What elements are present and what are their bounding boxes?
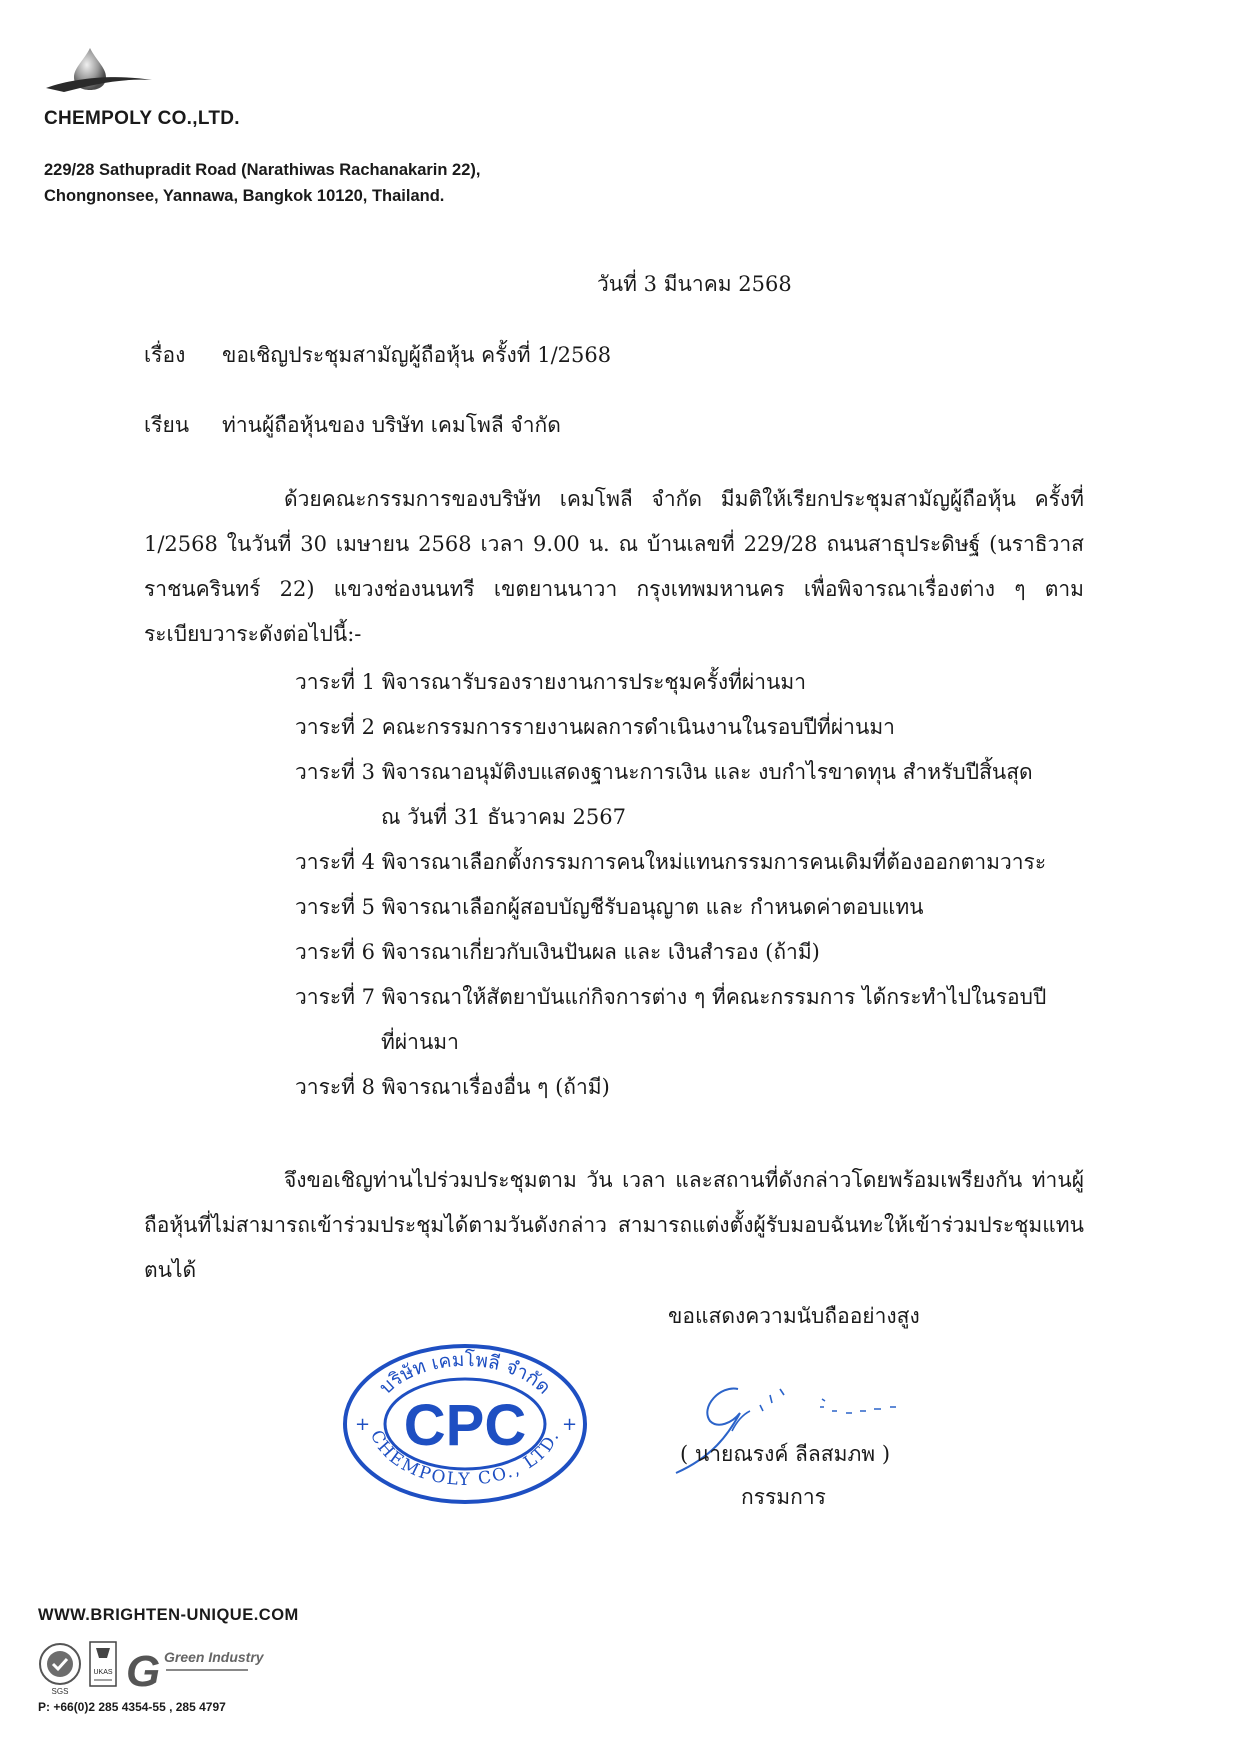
- intro-text: ด้วยคณะกรรมการของบริษัท เคมโพลี จำกัด มีมติให้เรียกประชุมสามัญผู้ถือหุ้น ครั้งที่ 1/2568 ในวันที่ 30 เมษายน 2568 เวลา 9.00 น. ณ บ้านเลขที่ 229/28 ถนนสาธุประดิษฐ์ (นราธิวาสราชนครินทร์ 22) แขวงช่องนนทรี เขตยานนาวา กรุงเทพมหานคร เพื่อพิจารณาเรื่องต่าง ๆ ตามระเบียบวาระดังต่อไปนี้:-: [144, 487, 1084, 646]
- subject-text: ขอเชิญประชุมสามัญผู้ถือหุ้น ครั้งที่ 1/2568: [222, 343, 612, 367]
- salutation-label: เรียน: [144, 413, 190, 437]
- salutation-text: ท่านผู้ถือหุ้นของ บริษัท เคมโพลี จำกัด: [222, 413, 561, 437]
- company-logo: [44, 44, 156, 96]
- agenda-list: [295, 660, 1075, 1110]
- svg-text:UKAS: UKAS: [93, 1669, 113, 1676]
- letter-date: วันที่ 3 มีนาคม 2568: [597, 272, 792, 296]
- address-line-1: 229/28 Sathupradit Road (Narathiwas Rachanakarin 22),: [44, 161, 481, 179]
- agenda-item-continuation: ณ วันที่ 31 ธันวาคม 2567: [381, 805, 626, 829]
- agenda-item: วาระที่ 1 พิจารณารับรองรายงานการประชุมครั้งที่ผ่านมา: [295, 670, 807, 694]
- agenda-item: วาระที่ 6 พิจารณาเกี่ยวกับเงินปันผล และ เงินสำรอง (ถ้ามี): [295, 940, 820, 964]
- company-seal: [340, 1340, 590, 1508]
- certification-logos: [38, 1640, 298, 1696]
- subject-label: เรื่อง: [144, 343, 186, 367]
- letter-salutation: [144, 403, 561, 448]
- seal-top-text: บริษัท เคมโพลี จำกัด: [375, 1348, 555, 1399]
- ukas-badge-icon: [90, 1642, 116, 1686]
- company-name: CHEMPOLY CO.,LTD.: [44, 108, 240, 129]
- company-address: [44, 157, 481, 209]
- footer-phone: P: +66(0)2 285 4354-55 , 285 4797: [38, 1700, 226, 1714]
- address-line-2: Chongnonsee, Yannawa, Bangkok 10120, Thailand.: [44, 187, 445, 205]
- svg-text:Green Industry: Green Industry: [164, 1649, 264, 1665]
- svg-text:+: +: [562, 1414, 578, 1435]
- agenda-item: วาระที่ 3 พิจารณาอนุมัติงบแสดงฐานะการเงิน และ งบกำไรขาดทุน สำหรับปีสิ้นสุด ณ วันที่ 31 ธันวาคม 2567: [295, 750, 1075, 840]
- agenda-item: วาระที่ 2 คณะกรรมการรายงานผลการดำเนินงานในรอบปีที่ผ่านมา: [295, 715, 895, 739]
- agenda-item-continuation: ที่ผ่านมา: [381, 1030, 459, 1054]
- green-industry-icon: [126, 1647, 265, 1696]
- agenda-item: วาระที่ 4 พิจารณาเลือกตั้งกรรมการคนใหม่แทนกรรมการคนเดิมที่ต้องออกตามวาระ: [295, 850, 1047, 874]
- intro-paragraph: [144, 477, 1084, 657]
- closing-paragraph: [144, 1158, 1084, 1293]
- signer-name: ( นายณรงค์ ลีลสมภพ ): [680, 1442, 891, 1466]
- signer-title: กรรมการ: [741, 1485, 826, 1509]
- svg-text:SGS: SGS: [51, 1687, 69, 1696]
- agenda-item: วาระที่ 7 พิจารณาให้สัตยาบันแก่กิจการต่าง ๆ ที่คณะกรรมการ ได้กระทำไปในรอบปี ที่ผ่านมา: [295, 975, 1075, 1065]
- agenda-item: วาระที่ 5 พิจารณาเลือกผู้สอบบัญชีรับอนุญาต และ กำหนดค่าตอบแทน: [295, 895, 924, 919]
- footer-website: WWW.BRIGHTEN-UNIQUE.COM: [38, 1606, 299, 1624]
- seal-bottom-text: CHEMPOLY CO., LTD.: [365, 1427, 564, 1490]
- letter-subject: [144, 333, 611, 378]
- svg-text:G: G: [126, 1647, 161, 1696]
- seal-center-text: CPC: [403, 1393, 527, 1458]
- regards-text: ขอแสดงความนับถืออย่างสูง: [668, 1304, 920, 1328]
- sgs-badge-icon: [40, 1644, 80, 1696]
- agenda-item: วาระที่ 8 พิจารณาเรื่องอื่น ๆ (ถ้ามี): [295, 1075, 610, 1099]
- svg-text:+: +: [355, 1414, 371, 1435]
- closing-text: จึงขอเชิญท่านไปร่วมประชุมตาม วัน เวลา และสถานที่ดังกล่าวโดยพร้อมเพรียงกัน ท่านผู้ถือหุ้นที่ไม่สามารถเข้าร่วมประชุมได้ตามวันดังกล่าว สามารถแต่งตั้งผู้รับมอบฉันทะให้เข้าร่วมประชุมแทนตนได้: [144, 1168, 1084, 1282]
